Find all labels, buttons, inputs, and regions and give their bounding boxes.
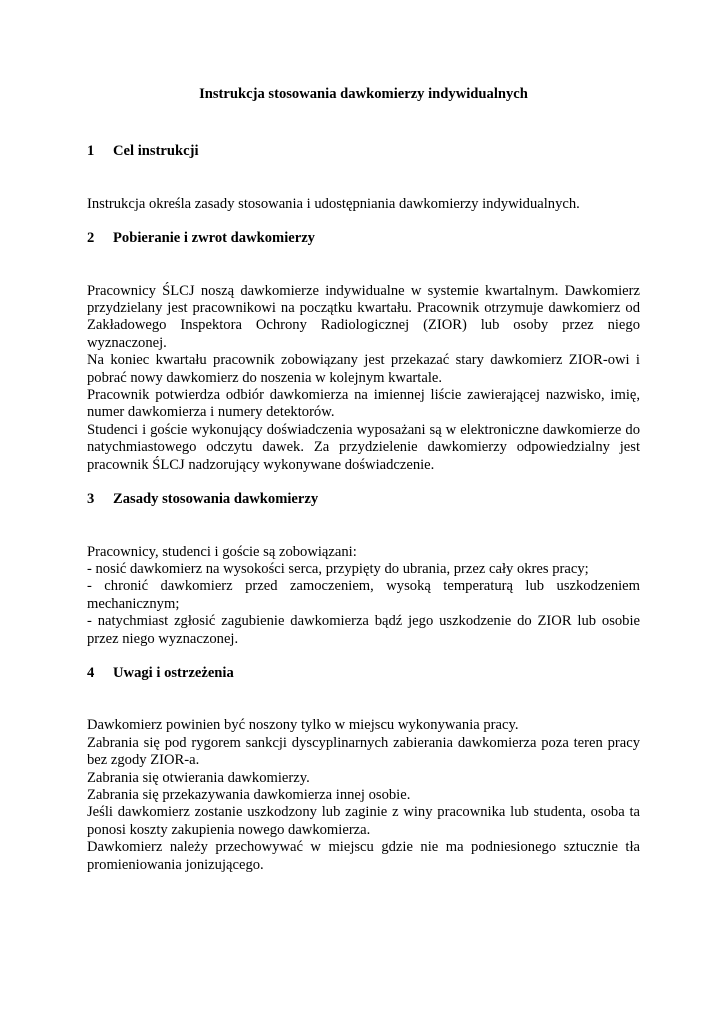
- section-number: 3: [87, 491, 95, 508]
- section-title: Uwagi i ostrzeżenia: [113, 664, 234, 681]
- paragraph: Studenci i goście wykonujący doświadczenia wyposażani są w elektroniczne dawkomierze do natychmiastowego odczytu dawek. Za przydzielenie dawkomierzy odpowiedzialny jest pracownik ŚLCJ nadzorujący wykonywane doświadczenie.: [87, 421, 640, 473]
- paragraph: Na koniec kwartału pracownik zobowiązany jest przekazać stary dawkomierz ZIOR-owi i pobrać nowy dawkomierz do noszenia w kolejnym kwartale.: [87, 352, 640, 386]
- paragraph: Pracownicy ŚLCJ noszą dawkomierze indywidualne w systemie kwartalnym. Dawkomierz przydzielany jest pracownikowi na początku kwartału. Pracownik otrzymuje dawkomierz od Zakładowego Inspektora Ochrony Radiologicznej (ZIOR) lub osoby przez niego wyznaczonej.: [87, 282, 640, 351]
- section-title: Zasady stosowania dawkomierzy: [113, 491, 319, 508]
- section-4-heading: [87, 665, 640, 682]
- section-1-heading: [87, 143, 640, 160]
- document-title: Instrukcja stosowania dawkomierzy indywidualnych: [199, 86, 528, 102]
- paragraph: Pracownicy, studenci i goście są zobowiązani:: [87, 543, 357, 560]
- section-2-heading: [87, 230, 640, 247]
- paragraph: Jeśli dawkomierz zostanie uszkodzony lub zaginie z winy pracownika lub studenta, osoba ta ponosi koszty zakupienia nowego dawkomierza.: [87, 804, 640, 838]
- paragraph: Zabrania się otwierania dawkomierzy.: [87, 769, 310, 786]
- section-number: 1: [87, 143, 95, 160]
- list-item: - natychmiast zgłosić zagubienie dawkomierza bądź jego uszkodzenie do ZIOR lub osobie przez niego wyznaczonej.: [87, 613, 640, 647]
- section-title: Cel instrukcji: [113, 143, 199, 160]
- document-page: [87, 86, 640, 874]
- paragraph: Pracownik potwierdza odbiór dawkomierza na imiennej liście zawierającej nazwisko, imię, numer dawkomierza i numery detektorów.: [87, 387, 640, 421]
- paragraph: Instrukcja określa zasady stosowania i udostępniania dawkomierzy indywidualnych.: [87, 195, 580, 212]
- paragraph: Dawkomierz należy przechowywać w miejscu gdzie nie ma podniesionego sztucznie tła promieniowania jonizującego.: [87, 839, 640, 873]
- section-number: 4: [87, 664, 95, 681]
- paragraph: Dawkomierz powinien być noszony tylko w miejscu wykonywania pracy.: [87, 717, 519, 734]
- section-number: 2: [87, 230, 95, 247]
- paragraph: Zabrania się przekazywania dawkomierza innej osobie.: [87, 786, 411, 803]
- list-item: - nosić dawkomierz na wysokości serca, przypięty do ubrania, przez cały okres pracy;: [87, 560, 589, 577]
- list-item: - chronić dawkomierz przed zamoczeniem, wysoką temperaturą lub uszkodzeniem mechanicznym;: [87, 578, 640, 612]
- paragraph: Zabrania się pod rygorem sankcji dyscyplinarnych zabierania dawkomierza poza teren pracy bez zgody ZIOR-a.: [87, 734, 640, 769]
- section-3-heading: [87, 491, 640, 508]
- section-title: Pobieranie i zwrot dawkomierzy: [113, 230, 315, 247]
